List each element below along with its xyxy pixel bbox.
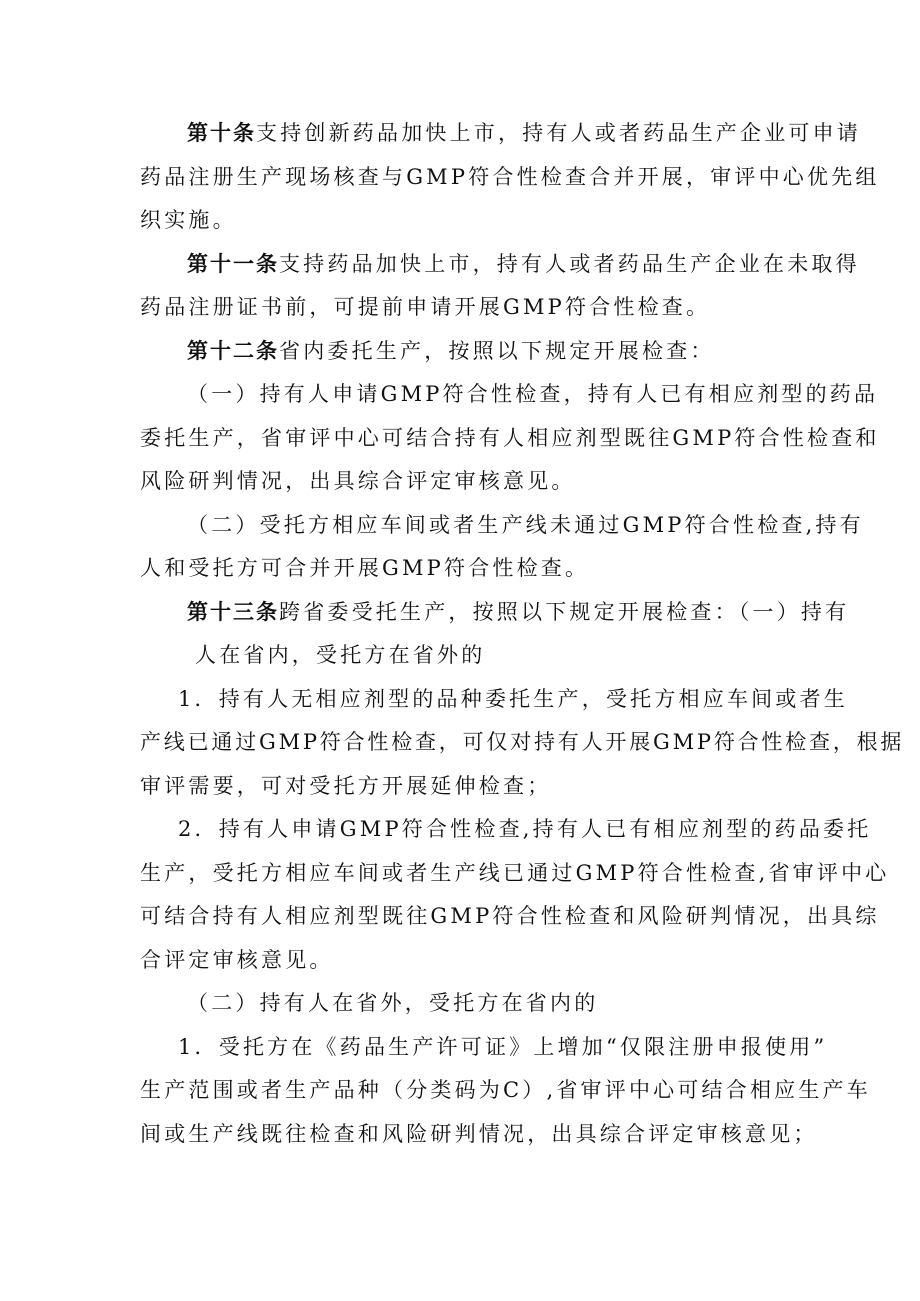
article11-first-line [187, 249, 860, 279]
article13-sub2-line3: 可结合持有人相应剂型既往GMP符合性检查和风险研判情况，出具综 [140, 904, 880, 928]
article10-line2: 药品注册生产现场核查与GMP符合性检查合并开展，审评中心优先组 [140, 165, 880, 189]
article10-line3: 织实施。 [140, 208, 237, 232]
article12-text: 省内委托生产，按照以下规定开展检查： [279, 339, 715, 363]
article13-sub2-line1: 2．持有人申请GMP符合性检查,持有人已有相应剂型的药品委托 [178, 817, 872, 841]
article13-item2-sub1-line1: 1．受托方在《药品生产许可证》上增加“仅限注册申报使用” [178, 1035, 828, 1059]
article13-item2-sub1-line3: 间或生产线既往检查和风险研判情况，出具综合评定审核意见； [140, 1122, 818, 1146]
article11-heading: 第十一条 [187, 251, 279, 276]
article12-heading: 第十二条 [187, 338, 279, 363]
article13-sub1-line1: 1．持有人无相应剂型的品种委托生产，受托方相应车间或者生 [178, 687, 848, 711]
article10-first-line [187, 118, 861, 148]
article13-sub2-line2: 生产，受托方相应车间或者生产线已通过GMP符合性检查,省审评中心 [140, 861, 890, 885]
article13-heading: 第十三条 [187, 599, 279, 624]
article12-item2-line2: 人和受托方可合并开展GMP符合性检查。 [140, 556, 590, 580]
article13-item2-heading: （二）持有人在省外，受托方在省内的 [187, 991, 599, 1015]
article13-text: 跨省委受托生产，按照以下规定开展检查：（一）持有 [279, 600, 850, 624]
article13-line2: 人在省内，受托方在省外的 [195, 643, 486, 667]
article12-item1-line3: 风险研判情况，出具综合评定审核意见。 [140, 469, 576, 493]
article12-item1-line2: 委托生产，省审评中心可结合持有人相应剂型既往GMP符合性检查和 [140, 426, 880, 450]
article13-sub2-line4: 合评定审核意见。 [140, 948, 334, 972]
article12-first-line [187, 336, 715, 366]
article13-first-line [187, 597, 849, 627]
article13-item2-sub1-line2: 生产范围或者生产品种（分类码为C）,省审评中心可结合相应生产车 [140, 1078, 871, 1102]
article13-sub1-line2: 产线已通过GMP符合性检查，可仅对持有人开展GMP符合性检查，根据 [140, 730, 905, 754]
article12-item2-line1: （二）受托方相应车间或者生产线未通过GMP符合性检查,持有 [187, 513, 864, 537]
article13-sub1-line3: 审评需要，可对受托方开展延伸检查； [140, 774, 552, 798]
article10-text: 支持创新药品加快上市，持有人或者药品生产企业可申请 [256, 121, 861, 145]
article11-text: 支持药品加快上市，持有人或者药品生产企业在未取得 [279, 252, 860, 276]
article12-item1-line1: （一）持有人申请GMP符合性检查，持有人已有相应剂型的药品 [187, 382, 879, 406]
article11-line2: 药品注册证书前，可提前申请开展GMP符合性检查。 [140, 295, 711, 319]
article10-heading: 第十条 [187, 120, 256, 145]
